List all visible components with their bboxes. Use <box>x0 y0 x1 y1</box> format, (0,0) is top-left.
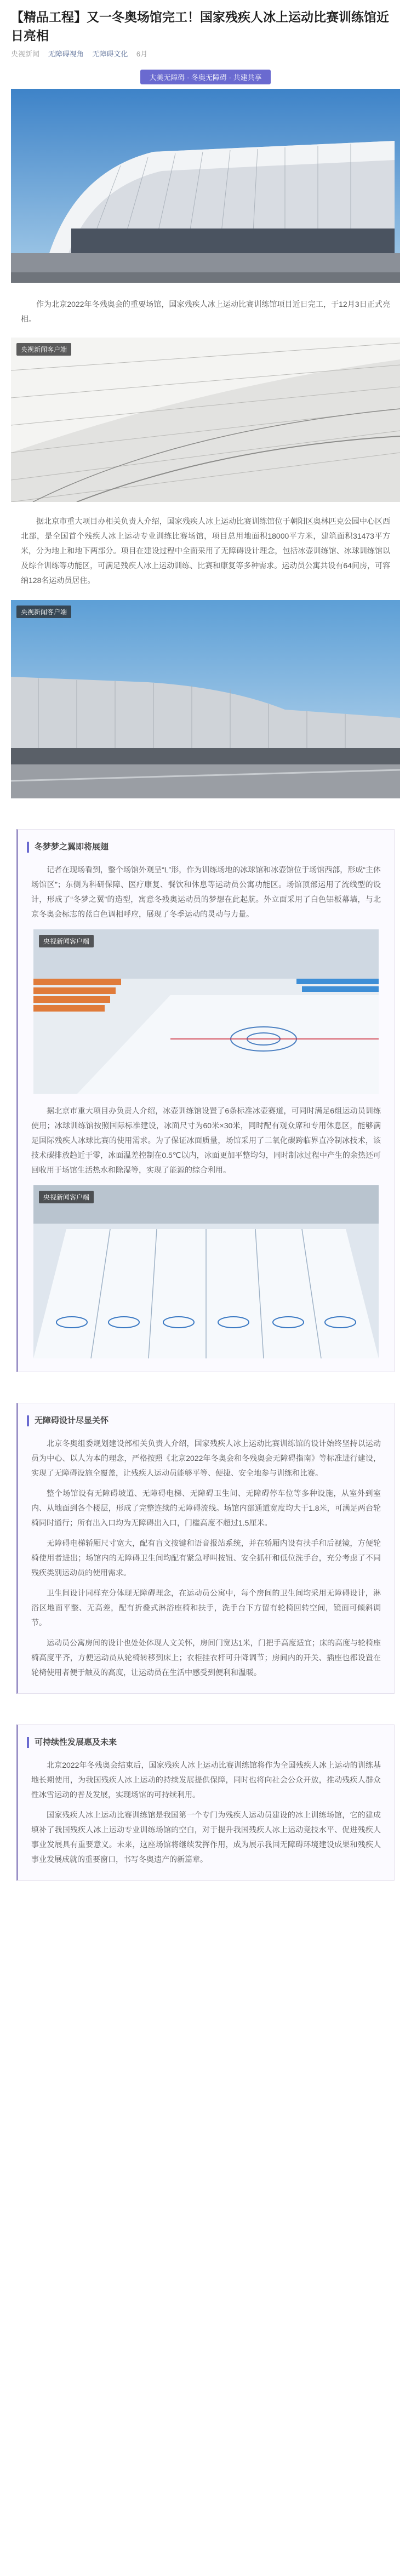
article-meta <box>0 45 411 66</box>
section-title-3: 可持续性发展惠及未来 <box>27 1737 385 1748</box>
meta-source: 央视新闻 <box>11 50 40 58</box>
section-card-2 <box>16 1403 395 1694</box>
intro-paragraph-1: 作为北京2022年冬残奥会的重要场馆，国家残疾人冰上运动比赛训练馆项目近日完工，于12月3日正式亮相。 <box>21 300 390 323</box>
curling-hall-image <box>33 929 379 1094</box>
arena-exterior-image <box>11 89 400 283</box>
facade-photo <box>11 338 400 502</box>
hero-photo <box>11 89 400 283</box>
meta-account-link[interactable]: 无障碍视角 <box>48 50 84 58</box>
photo-watermark: 央视新闻客户端 <box>16 606 71 618</box>
intro-paragraph-2: 据北京市重大项目办相关负责人介绍，国家残疾人冰上运动比赛训练馆位于朝阳区奥林匹克公园中心区西北部，是全国首个残疾人冰上运动专业训练比赛场馆，项目总用地面积18000平方米，建筑面积31473平方米，分为地上和地下两部分。项目在建设过程中全面采用了无障碍设计理念，包括冰壶训练馆、冰球训练馆以及综合训练等功能区，可满足残疾人冰上运动训练、比赛和康复等多种需求。运动员公寓共设有64间房，可容纳128名运动员居住。 <box>21 517 390 585</box>
photo-watermark: 央视新闻客户端 <box>39 935 94 947</box>
section-3-paragraph-2: 国家残疾人冰上运动比赛训练馆是我国第一个专门为残疾人运动员建设的冰上训练场馆，它的建成填补了我国残疾人冰上运动专业训练场馆的空白，对于提升我国残疾人冰上运动竞技水平、促进残疾人事业发展具有重要意义。未来，这座场馆将继续发挥作用，成为展示我国无障碍环境建设成果和残疾人事业发展成就的重要窗口，书写冬奥遗产的新篇章。 <box>31 1810 381 1864</box>
section-card-1 <box>16 829 395 1372</box>
section-2-paragraph-1: 北京冬奥组委规划建设部相关负责人介绍，国家残疾人冰上运动比赛训练馆的设计始终坚持以运动员为中心、以人为本的理念，严格按照《北京2022年冬奥会和冬残奥会无障碍指南》等标准进行建设，实现了无障碍设施全覆盖，让残疾人运动员能够平等、便捷、安全地参与训练和比赛。 <box>31 1439 381 1477</box>
section-2-paragraph-3: 无障碍电梯轿厢尺寸宽大，配有盲文按键和语音报站系统，并在轿厢内设有扶手和后视镜，方便轮椅使用者进出；场馆内的无障碍卫生间均配有紧急呼叫按钮、安全抓杆和低位洗手台，充分考虑了不同残疾类别运动员的使用需求。 <box>31 1539 381 1577</box>
section-card-3 <box>16 1724 395 1881</box>
section-2-paragraph-2: 整个场馆设有无障碍坡道、无障碍电梯、无障碍卫生间、无障碍停车位等多种设施，从室外到室内、从地面到各个楼层，形成了完整连续的无障碍流线。场馆内部通道宽度均大于1.8米，可满足两台轮椅同时通行；所有出入口均为无障碍出入口，门槛高度不超过1.5厘米。 <box>31 1489 381 1527</box>
photo-watermark: 央视新闻客户端 <box>39 1191 94 1203</box>
side-view-image <box>11 600 400 798</box>
curling-sheets-photo <box>33 1185 379 1358</box>
section-1-paragraph-2: 据北京市重大项目办负责人介绍，冰壶训练馆设置了6条标准冰壶赛道，可同时满足6组运动员训练使用；冰球训练馆按照国际标准建设，冰面尺寸为60米×30米，同时配有观众席和专用休息区，能够满足国际残疾人冰球比赛的使用需求。为了保证冰面质量，场馆采用了二氧化碳跨临界直冷制冰技术，该技术碳排放趋近于零，冰面温差控制在0.5℃以内，冰面更加平整均匀，同时制冰过程中产生的余热还可回收用于场馆生活热水和除湿等，实现了能源的综合利用。 <box>31 1106 381 1174</box>
meta-date: 6月 <box>136 50 148 58</box>
section-1-paragraph-1: 记者在现场看到，整个场馆外观呈“L”形，作为训练场地的冰球馆和冰壶馆位于场馆西部，形成“主体场馆区”；东侧为科研保障、医疗康复、餐饮和休息等运动员公寓功能区。场馆顶部运用了流线型的设计，形成了“冬梦之翼”的造型，寓意冬残奥运动员的梦想在此起航。外立面采用了白色铝板幕墙，与北京冬奥会标志的蓝白色调相呼应，展现了冬季运动的灵动与力量。 <box>31 865 381 918</box>
meta-channel-link[interactable]: 无障碍文化 <box>92 50 128 58</box>
section-2-paragraph-5: 运动员公寓房间的设计也处处体现人文关怀，房间门宽达1米，门把手高度适宜；床的高度与轮椅座椅高度平齐，方便运动员从轮椅转移到床上；衣柜挂衣杆可升降调节；房间内的开关、插座也都设置在轮椅使用者便于触及的高度，让运动员在生活中感受到便利和温暖。 <box>31 1638 381 1677</box>
curling-hall-photo <box>33 929 379 1094</box>
section-title-2: 无障碍设计尽显关怀 <box>27 1415 385 1426</box>
banner-wrap <box>0 66 411 89</box>
section-title-1: 冬梦梦之翼即将展翅 <box>27 842 385 853</box>
section-3-paragraph-1: 北京2022年冬残奥会结束后，国家残疾人冰上运动比赛训练馆将作为全国残疾人冰上运动的训练基地长期使用，为我国残疾人冰上运动的持续发展提供保障，同时也将向社会公众开放，推动残疾人群众性冰雪运动的普及发展，实现场馆的可持续利用。 <box>31 1761 381 1799</box>
facade-image <box>11 338 400 502</box>
photo-watermark: 央视新闻客户端 <box>16 343 71 356</box>
curling-sheets-image <box>33 1185 379 1358</box>
side-view-photo <box>11 600 400 798</box>
section-2-paragraph-4: 卫生间设计同样充分体现无障碍理念，在运动员公寓中，每个房间的卫生间均采用无障碍设计，淋浴区地面平整、无高差，配有折叠式淋浴座椅和扶手，洗手台下方留有轮椅回转空间，镜面可倾斜调节。 <box>31 1589 381 1627</box>
article-banner: 大美无障碍 · 冬奥无障碍 · 共建共享 <box>140 70 270 84</box>
article-title: 【精品工程】又一冬奥场馆完工！国家残疾人冰上运动比赛训练馆近日亮相 <box>11 10 389 43</box>
